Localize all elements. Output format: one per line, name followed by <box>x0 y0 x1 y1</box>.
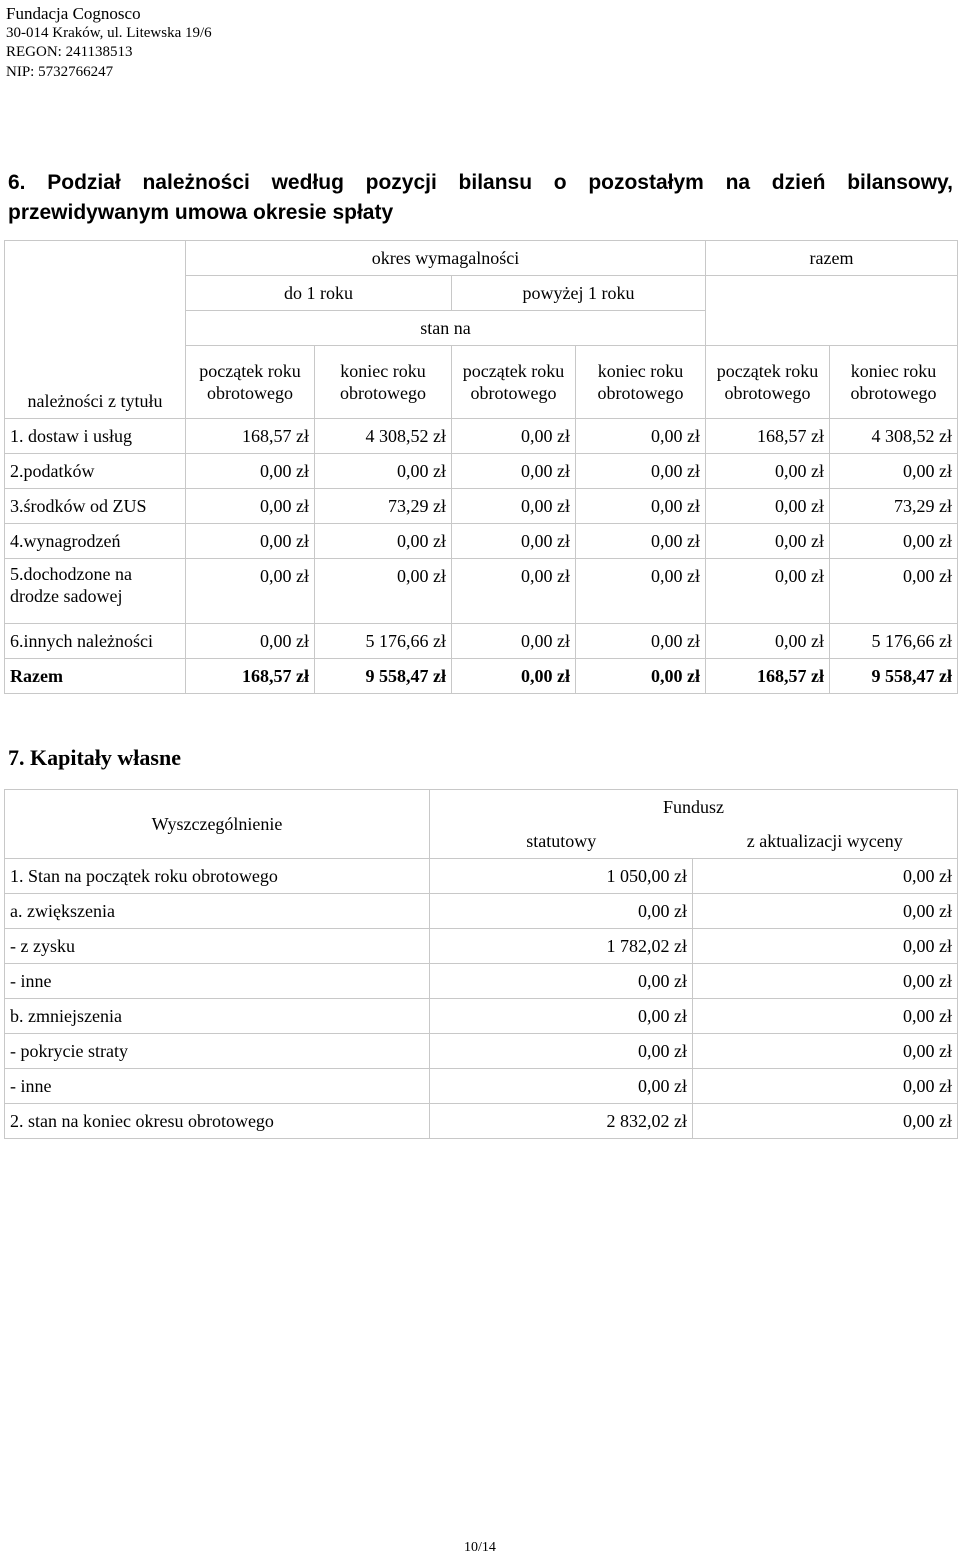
cell-value: 0,00 zł <box>576 489 706 524</box>
table-row <box>5 1104 958 1139</box>
row-label: Razem <box>5 659 186 694</box>
cell-value: 0,00 zł <box>576 659 706 694</box>
total-row <box>5 659 958 694</box>
cell-value: 0,00 zł <box>452 489 576 524</box>
cell-value: 5 176,66 zł <box>830 624 958 659</box>
row-label: 1. Stan na początek roku obrotowego <box>5 859 430 894</box>
organization-header <box>6 4 212 82</box>
row-label: a. zwiększenia <box>5 894 430 929</box>
aktualizacji-value: 0,00 zł <box>693 1034 958 1069</box>
aktualizacji-header: z aktualizacji wyceny <box>693 824 958 859</box>
wyszczegolnienie-header: Wyszczególnienie <box>5 790 430 859</box>
cell-value: 4 308,52 zł <box>315 419 452 454</box>
cell-value: 0,00 zł <box>452 454 576 489</box>
row-label: 1. dostaw i usług <box>5 419 186 454</box>
table-row <box>5 999 958 1034</box>
header-row-1 <box>5 790 958 825</box>
aktualizacji-value: 0,00 zł <box>693 859 958 894</box>
row-label: - z zysku <box>5 929 430 964</box>
org-address: 30-014 Kraków, ul. Litewska 19/6 <box>6 24 212 41</box>
col-header-3: początek roku obrotowego <box>452 346 576 419</box>
okres-header: okres wymagalności <box>186 241 706 276</box>
aktualizacji-value: 0,00 zł <box>693 1069 958 1104</box>
cell-value: 0,00 zł <box>452 659 576 694</box>
razem-header: razem <box>706 241 958 276</box>
cell-value: 0,00 zł <box>186 454 315 489</box>
cell-value: 0,00 zł <box>452 524 576 559</box>
row-label: 2.podatków <box>5 454 186 489</box>
table-row <box>5 1069 958 1104</box>
cell-value: 0,00 zł <box>706 524 830 559</box>
equity-table <box>4 789 958 1139</box>
cell-value: 0,00 zł <box>706 489 830 524</box>
table-row <box>5 489 958 524</box>
cell-value: 0,00 zł <box>830 524 958 559</box>
cell-value: 0,00 zł <box>576 454 706 489</box>
cell-value: 168,57 zł <box>706 659 830 694</box>
statutowy-value: 1 050,00 zł <box>430 859 693 894</box>
cell-value: 0,00 zł <box>830 559 958 624</box>
table-row <box>5 859 958 894</box>
cell-value: 4 308,52 zł <box>830 419 958 454</box>
col-header-4: koniec roku obrotowego <box>576 346 706 419</box>
col-header-6: koniec roku obrotowego <box>830 346 958 419</box>
col-header-5: początek roku obrotowego <box>706 346 830 419</box>
receivables-table <box>4 240 958 694</box>
statutowy-value: 0,00 zł <box>430 999 693 1034</box>
statutowy-value: 1 782,02 zł <box>430 929 693 964</box>
cell-value: 0,00 zł <box>452 559 576 624</box>
cell-value: 0,00 zł <box>186 624 315 659</box>
statutowy-value: 0,00 zł <box>430 1034 693 1069</box>
rowhead-cell: należności z tytułu <box>5 241 186 419</box>
section-6-title: 6. Podział należności według pozycji bilansu o pozostałym na dzień bilansowy, przewidywanym umowa okresie spłaty <box>8 171 953 224</box>
statutowy-value: 2 832,02 zł <box>430 1104 693 1139</box>
table-row <box>5 524 958 559</box>
cell-value: 0,00 zł <box>186 559 315 624</box>
org-regon: REGON: 241138513 <box>6 44 133 61</box>
table-row <box>5 964 958 999</box>
statutowy-value: 0,00 zł <box>430 964 693 999</box>
cell-value: 0,00 zł <box>186 524 315 559</box>
fundusz-header: Fundusz <box>430 790 958 825</box>
do1-header: do 1 roku <box>186 276 452 311</box>
row-label: - inne <box>5 1069 430 1104</box>
row-label: 3.środków od ZUS <box>5 489 186 524</box>
org-nip: NIP: 5732766247 <box>6 63 114 80</box>
table-row <box>5 419 958 454</box>
cell-value: 0,00 zł <box>576 559 706 624</box>
cell-value: 0,00 zł <box>315 559 452 624</box>
row-label: - pokrycie straty <box>5 1034 430 1069</box>
row-label: - inne <box>5 964 430 999</box>
cell-value: 0,00 zł <box>186 489 315 524</box>
row-label: 4.wynagrodzeń <box>5 524 186 559</box>
table-row <box>5 929 958 964</box>
table-row <box>5 624 958 659</box>
row-label: 6.innych należności <box>5 624 186 659</box>
col-header-1: początek roku obrotowego <box>186 346 315 419</box>
cell-value: 0,00 zł <box>452 624 576 659</box>
aktualizacji-value: 0,00 zł <box>693 929 958 964</box>
cell-value: 168,57 zł <box>186 659 315 694</box>
statutowy-value: 0,00 zł <box>430 894 693 929</box>
section-7-title: 7. Kapitały własne <box>8 745 181 770</box>
page-number: 10/14 <box>464 1540 496 1555</box>
cell-value: 0,00 zł <box>576 524 706 559</box>
cell-value: 73,29 zł <box>315 489 452 524</box>
cell-value: 0,00 zł <box>315 524 452 559</box>
table-row <box>5 454 958 489</box>
col-header-2: koniec roku obrotowego <box>315 346 452 419</box>
table-row <box>5 894 958 929</box>
row-label: b. zmniejszenia <box>5 999 430 1034</box>
aktualizacji-value: 0,00 zł <box>693 894 958 929</box>
statutowy-value: 0,00 zł <box>430 1069 693 1104</box>
cell-value: 0,00 zł <box>706 454 830 489</box>
cell-value: 168,57 zł <box>186 419 315 454</box>
aktualizacji-value: 0,00 zł <box>693 964 958 999</box>
cell-value: 168,57 zł <box>706 419 830 454</box>
header-row-1 <box>5 241 958 276</box>
aktualizacji-value: 0,00 zł <box>693 1104 958 1139</box>
cell-value: 0,00 zł <box>830 454 958 489</box>
razem-blank <box>706 276 958 346</box>
cell-value: 5 176,66 zł <box>315 624 452 659</box>
cell-value: 0,00 zł <box>706 559 830 624</box>
row-label: 2. stan na koniec okresu obrotowego <box>5 1104 430 1139</box>
table-row <box>5 559 958 624</box>
cell-value: 73,29 zł <box>830 489 958 524</box>
aktualizacji-value: 0,00 zł <box>693 999 958 1034</box>
cell-value: 0,00 zł <box>576 419 706 454</box>
stan-na-header: stan na <box>186 311 706 346</box>
row-label: 5.dochodzone na drodze sadowej <box>5 559 186 624</box>
cell-value: 9 558,47 zł <box>315 659 452 694</box>
pow1-header: powyżej 1 roku <box>452 276 706 311</box>
statutowy-header: statutowy <box>430 824 693 859</box>
cell-value: 0,00 zł <box>452 419 576 454</box>
table-row <box>5 1034 958 1069</box>
cell-value: 9 558,47 zł <box>830 659 958 694</box>
cell-value: 0,00 zł <box>576 624 706 659</box>
org-name: Fundacja Cognosco <box>6 4 141 23</box>
cell-value: 0,00 zł <box>315 454 452 489</box>
cell-value: 0,00 zł <box>706 624 830 659</box>
